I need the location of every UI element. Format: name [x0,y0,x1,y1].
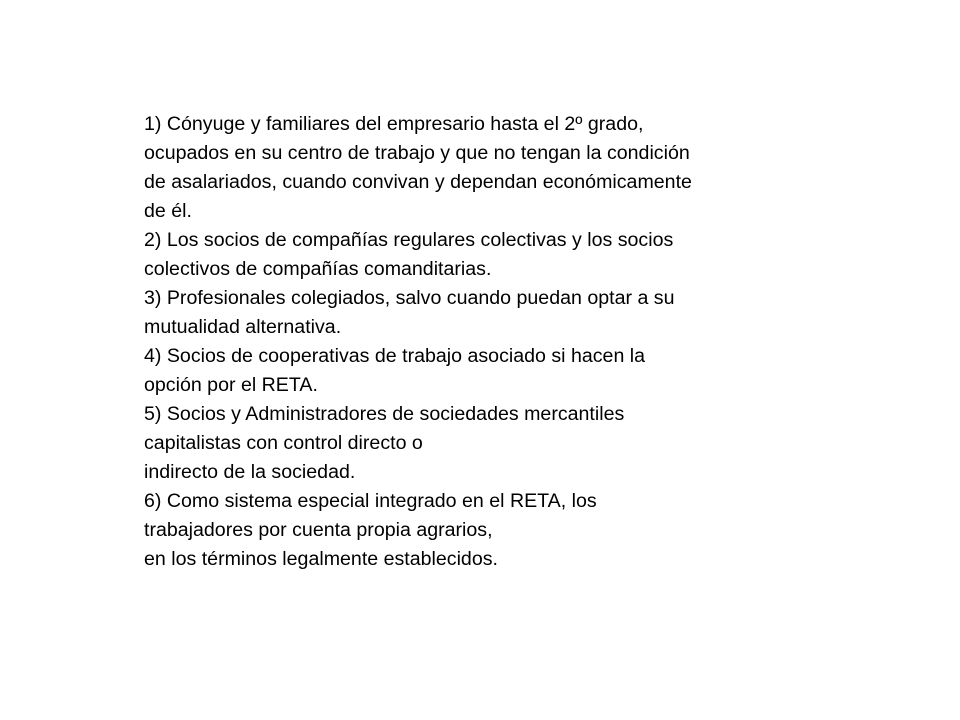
text-line: 6) Como sistema especial integrado en el RETA, los [144,490,597,512]
text-line: opción por el RETA. [144,374,318,396]
list-item-2 [144,226,834,284]
text-line: trabajadores por cuenta propia agrarios, [144,519,493,541]
list-item-4 [144,342,834,400]
text-line: mutualidad alternativa. [144,316,342,338]
text-line: capitalistas con control directo o [144,432,423,454]
text-line: 3) Profesionales colegiados, salvo cuando puedan optar a su [144,287,675,309]
text-line: indirecto de la sociedad. [144,461,356,483]
text-line: 4) Socios de cooperativas de trabajo asociado si hacen la [144,345,646,367]
list-item-5 [144,400,834,487]
text-line: en los términos legalmente establecidos. [144,548,498,570]
list-item-1 [144,110,834,226]
list-item-6 [144,487,834,574]
text-line: colectivos de compañías comanditarias. [144,258,492,280]
text-line: ocupados en su centro de trabajo y que no tengan la condición [144,142,690,164]
text-line: 5) Socios y Administradores de sociedades mercantiles [144,403,625,425]
list-item-3 [144,284,834,342]
content-text-box [144,110,834,574]
text-line: de él. [144,200,192,222]
text-line: de asalariados, cuando convivan y dependan económicamente [144,171,692,193]
text-line: 2) Los socios de compañías regulares colectivas y los socios [144,229,674,251]
text-line: 1) Cónyuge y familiares del empresario hasta el 2º grado, [144,113,644,135]
